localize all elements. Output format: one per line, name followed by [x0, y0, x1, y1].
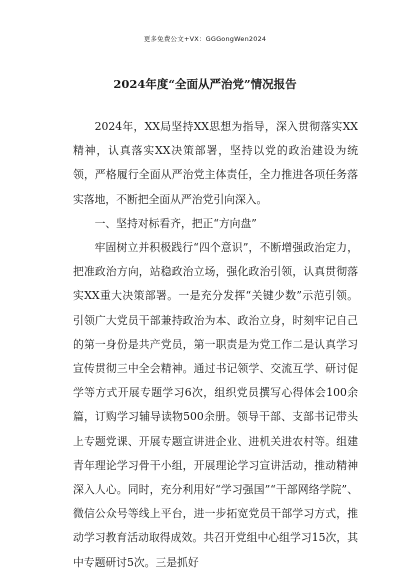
- header-note: 更多免费公文+VX：GGGongWen2024: [143, 35, 267, 43]
- intro-paragraph: 2024年，XX局坚持XX思想为指导，深入贯彻落实XX精神，认真落实XX决策部署，坚持以党的政治建设为统领，严格履行全面从严治党主体责任，全力推进各项任务落实落地，不断把全面从严治党引向深入。: [73, 120, 358, 206]
- document-body: [73, 115, 358, 575]
- body-paragraph: 牢固树立并积极践行“四个意识”，不断增强政治定力，把准政治方向，站稳政治立场，强化政治引领，认真贯彻落实XX重大决策部署。一是充分发挥“关键少数”示范引领。引领广大党员干部兼持政治为本、政治立身，时刻牢记自己的第一身份是共产党员，第一职责是为党工作二是认真学习宣传贯彻三中全会精神。通过书记领学、交流互学、研讨促学等方式开展专题学习6次，组织党员撰写心得体会100余篇，订购学习辅导读物500余册。领导干部、支部书记带头上专题党课、开展专题宣讲进企业、进机关进农村等。组建青年理论学习骨干小组，开展理论学习宣讲活动，推动精神深入人心。同时，充分利用好“学习强国”“干部网络学院”、微信公众号等线上平台，进一步拓宽党员干部学习方式，推动学习教育活动取得成效。共召开党组中心组学习15次，其中专题研讨5次。三是抓好: [73, 241, 358, 569]
- section-heading: 一、坚持对标看齐，把正“方向盘”: [94, 216, 257, 230]
- document-title: 2024年度“全面从严治党”情况报告: [113, 77, 297, 91]
